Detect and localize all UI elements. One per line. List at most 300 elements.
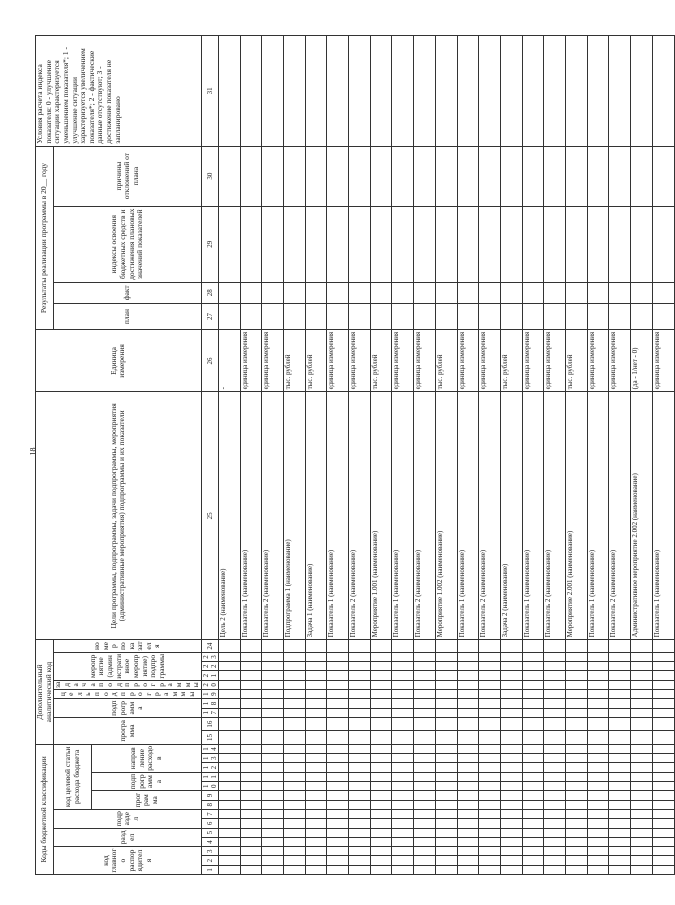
code-cell[interactable] bbox=[218, 847, 240, 856]
row-plan[interactable] bbox=[631, 303, 653, 330]
row-fakt[interactable] bbox=[457, 282, 479, 303]
code-cell[interactable] bbox=[565, 791, 587, 800]
code-cell[interactable] bbox=[587, 819, 609, 828]
code-cell[interactable] bbox=[218, 865, 240, 874]
code-cell[interactable] bbox=[565, 699, 587, 708]
code-cell[interactable] bbox=[457, 847, 479, 856]
code-cell[interactable] bbox=[500, 782, 522, 791]
code-cell[interactable] bbox=[457, 782, 479, 791]
code-cell[interactable] bbox=[349, 717, 371, 730]
code-cell[interactable] bbox=[435, 699, 457, 708]
code-cell[interactable] bbox=[370, 772, 392, 781]
code-cell[interactable] bbox=[349, 699, 371, 708]
code-cell[interactable] bbox=[284, 662, 306, 671]
code-cell[interactable] bbox=[500, 690, 522, 699]
code-cell[interactable] bbox=[218, 671, 240, 680]
row-conditions[interactable] bbox=[284, 36, 306, 147]
code-cell[interactable] bbox=[544, 791, 566, 800]
code-cell[interactable] bbox=[631, 731, 653, 744]
code-cell[interactable] bbox=[218, 717, 240, 730]
code-cell[interactable] bbox=[587, 828, 609, 837]
code-cell[interactable] bbox=[500, 837, 522, 846]
code-cell[interactable] bbox=[457, 731, 479, 744]
code-cell[interactable] bbox=[262, 819, 284, 828]
code-cell[interactable] bbox=[218, 791, 240, 800]
code-cell[interactable] bbox=[370, 731, 392, 744]
code-cell[interactable] bbox=[609, 662, 631, 671]
code-cell[interactable] bbox=[284, 690, 306, 699]
code-cell[interactable] bbox=[544, 662, 566, 671]
code-cell[interactable] bbox=[392, 708, 414, 717]
code-cell[interactable] bbox=[218, 772, 240, 781]
row-prichiny[interactable] bbox=[631, 146, 653, 206]
code-cell[interactable] bbox=[305, 699, 327, 708]
code-cell[interactable] bbox=[327, 837, 349, 846]
code-cell[interactable] bbox=[587, 800, 609, 809]
code-cell[interactable] bbox=[218, 754, 240, 763]
code-cell[interactable] bbox=[544, 640, 566, 653]
code-cell[interactable] bbox=[652, 819, 674, 828]
code-cell[interactable] bbox=[609, 754, 631, 763]
code-cell[interactable] bbox=[218, 744, 240, 753]
code-cell[interactable] bbox=[587, 662, 609, 671]
code-cell[interactable] bbox=[435, 800, 457, 809]
code-cell[interactable] bbox=[500, 819, 522, 828]
row-indeks[interactable] bbox=[544, 206, 566, 282]
row-indeks[interactable] bbox=[240, 206, 262, 282]
code-cell[interactable] bbox=[457, 837, 479, 846]
row-prichiny[interactable] bbox=[457, 146, 479, 206]
code-cell[interactable] bbox=[284, 671, 306, 680]
code-cell[interactable] bbox=[435, 652, 457, 661]
row-fakt[interactable] bbox=[544, 282, 566, 303]
code-cell[interactable] bbox=[522, 809, 544, 818]
row-plan[interactable] bbox=[349, 303, 371, 330]
code-cell[interactable] bbox=[435, 847, 457, 856]
code-cell[interactable] bbox=[631, 763, 653, 772]
code-cell[interactable] bbox=[435, 754, 457, 763]
code-cell[interactable] bbox=[631, 837, 653, 846]
row-prichiny[interactable] bbox=[305, 146, 327, 206]
code-cell[interactable] bbox=[500, 652, 522, 661]
code-cell[interactable] bbox=[240, 809, 262, 818]
code-cell[interactable] bbox=[522, 837, 544, 846]
row-fakt[interactable] bbox=[609, 282, 631, 303]
row-fakt[interactable] bbox=[327, 282, 349, 303]
code-cell[interactable] bbox=[392, 699, 414, 708]
code-cell[interactable] bbox=[652, 772, 674, 781]
code-cell[interactable] bbox=[370, 856, 392, 865]
code-cell[interactable] bbox=[284, 809, 306, 818]
code-cell[interactable] bbox=[479, 731, 501, 744]
code-cell[interactable] bbox=[500, 640, 522, 653]
code-cell[interactable] bbox=[587, 837, 609, 846]
code-cell[interactable] bbox=[435, 828, 457, 837]
code-cell[interactable] bbox=[652, 856, 674, 865]
code-cell[interactable] bbox=[609, 731, 631, 744]
row-prichiny[interactable] bbox=[435, 146, 457, 206]
code-cell[interactable] bbox=[284, 772, 306, 781]
code-cell[interactable] bbox=[522, 800, 544, 809]
row-plan[interactable] bbox=[500, 303, 522, 330]
code-cell[interactable] bbox=[284, 782, 306, 791]
code-cell[interactable] bbox=[479, 708, 501, 717]
code-cell[interactable] bbox=[392, 782, 414, 791]
code-cell[interactable] bbox=[609, 847, 631, 856]
row-indeks[interactable] bbox=[500, 206, 522, 282]
code-cell[interactable] bbox=[544, 652, 566, 661]
code-cell[interactable] bbox=[522, 856, 544, 865]
code-cell[interactable] bbox=[327, 791, 349, 800]
code-cell[interactable] bbox=[544, 800, 566, 809]
code-cell[interactable] bbox=[262, 856, 284, 865]
code-cell[interactable] bbox=[370, 680, 392, 689]
row-indeks[interactable] bbox=[631, 206, 653, 282]
code-cell[interactable] bbox=[500, 772, 522, 781]
row-indeks[interactable] bbox=[522, 206, 544, 282]
row-indeks[interactable] bbox=[609, 206, 631, 282]
code-cell[interactable] bbox=[392, 754, 414, 763]
code-cell[interactable] bbox=[522, 652, 544, 661]
row-plan[interactable] bbox=[327, 303, 349, 330]
code-cell[interactable] bbox=[587, 782, 609, 791]
code-cell[interactable] bbox=[652, 640, 674, 653]
code-cell[interactable] bbox=[565, 652, 587, 661]
code-cell[interactable] bbox=[370, 640, 392, 653]
code-cell[interactable] bbox=[479, 652, 501, 661]
code-cell[interactable] bbox=[327, 782, 349, 791]
code-cell[interactable] bbox=[544, 819, 566, 828]
code-cell[interactable] bbox=[479, 865, 501, 874]
code-cell[interactable] bbox=[500, 708, 522, 717]
code-cell[interactable] bbox=[435, 708, 457, 717]
code-cell[interactable] bbox=[457, 680, 479, 689]
code-cell[interactable] bbox=[349, 865, 371, 874]
code-cell[interactable] bbox=[349, 772, 371, 781]
code-cell[interactable] bbox=[587, 699, 609, 708]
code-cell[interactable] bbox=[370, 744, 392, 753]
row-conditions[interactable] bbox=[262, 36, 284, 147]
code-cell[interactable] bbox=[284, 800, 306, 809]
code-cell[interactable] bbox=[305, 809, 327, 818]
code-cell[interactable] bbox=[370, 717, 392, 730]
code-cell[interactable] bbox=[544, 809, 566, 818]
code-cell[interactable] bbox=[218, 837, 240, 846]
row-prichiny[interactable] bbox=[479, 146, 501, 206]
code-cell[interactable] bbox=[631, 690, 653, 699]
code-cell[interactable] bbox=[631, 809, 653, 818]
code-cell[interactable] bbox=[500, 791, 522, 800]
code-cell[interactable] bbox=[652, 828, 674, 837]
code-cell[interactable] bbox=[544, 782, 566, 791]
code-cell[interactable] bbox=[392, 828, 414, 837]
code-cell[interactable] bbox=[609, 828, 631, 837]
code-cell[interactable] bbox=[500, 671, 522, 680]
code-cell[interactable] bbox=[240, 652, 262, 661]
code-cell[interactable] bbox=[522, 763, 544, 772]
code-cell[interactable] bbox=[392, 717, 414, 730]
row-indeks[interactable] bbox=[305, 206, 327, 282]
code-cell[interactable] bbox=[218, 731, 240, 744]
code-cell[interactable] bbox=[392, 671, 414, 680]
code-cell[interactable] bbox=[631, 754, 653, 763]
code-cell[interactable] bbox=[522, 699, 544, 708]
code-cell[interactable] bbox=[284, 731, 306, 744]
code-cell[interactable] bbox=[240, 782, 262, 791]
code-cell[interactable] bbox=[218, 708, 240, 717]
code-cell[interactable] bbox=[240, 772, 262, 781]
code-cell[interactable] bbox=[609, 744, 631, 753]
code-cell[interactable] bbox=[587, 847, 609, 856]
code-cell[interactable] bbox=[435, 819, 457, 828]
row-fakt[interactable] bbox=[631, 282, 653, 303]
code-cell[interactable] bbox=[349, 731, 371, 744]
code-cell[interactable] bbox=[435, 690, 457, 699]
code-cell[interactable] bbox=[652, 800, 674, 809]
code-cell[interactable] bbox=[544, 856, 566, 865]
code-cell[interactable] bbox=[414, 708, 436, 717]
code-cell[interactable] bbox=[652, 809, 674, 818]
code-cell[interactable] bbox=[240, 837, 262, 846]
code-cell[interactable] bbox=[479, 800, 501, 809]
code-cell[interactable] bbox=[500, 744, 522, 753]
code-cell[interactable] bbox=[284, 708, 306, 717]
code-cell[interactable] bbox=[435, 763, 457, 772]
code-cell[interactable] bbox=[414, 819, 436, 828]
code-cell[interactable] bbox=[457, 865, 479, 874]
code-cell[interactable] bbox=[327, 763, 349, 772]
code-cell[interactable] bbox=[218, 662, 240, 671]
code-cell[interactable] bbox=[479, 690, 501, 699]
code-cell[interactable] bbox=[218, 782, 240, 791]
row-indeks[interactable] bbox=[327, 206, 349, 282]
row-plan[interactable] bbox=[587, 303, 609, 330]
code-cell[interactable] bbox=[479, 671, 501, 680]
code-cell[interactable] bbox=[631, 652, 653, 661]
code-cell[interactable] bbox=[479, 782, 501, 791]
code-cell[interactable] bbox=[284, 819, 306, 828]
code-cell[interactable] bbox=[631, 640, 653, 653]
code-cell[interactable] bbox=[349, 819, 371, 828]
code-cell[interactable] bbox=[435, 772, 457, 781]
row-indeks[interactable] bbox=[435, 206, 457, 282]
row-conditions[interactable] bbox=[587, 36, 609, 147]
code-cell[interactable] bbox=[587, 640, 609, 653]
code-cell[interactable] bbox=[609, 717, 631, 730]
code-cell[interactable] bbox=[479, 640, 501, 653]
code-cell[interactable] bbox=[479, 744, 501, 753]
code-cell[interactable] bbox=[327, 652, 349, 661]
code-cell[interactable] bbox=[609, 865, 631, 874]
code-cell[interactable] bbox=[457, 652, 479, 661]
code-cell[interactable] bbox=[652, 865, 674, 874]
code-cell[interactable] bbox=[349, 782, 371, 791]
code-cell[interactable] bbox=[392, 819, 414, 828]
code-cell[interactable] bbox=[457, 763, 479, 772]
code-cell[interactable] bbox=[631, 828, 653, 837]
code-cell[interactable] bbox=[349, 828, 371, 837]
code-cell[interactable] bbox=[305, 763, 327, 772]
code-cell[interactable] bbox=[392, 837, 414, 846]
code-cell[interactable] bbox=[305, 717, 327, 730]
code-cell[interactable] bbox=[522, 744, 544, 753]
code-cell[interactable] bbox=[218, 640, 240, 653]
code-cell[interactable] bbox=[218, 809, 240, 818]
code-cell[interactable] bbox=[565, 744, 587, 753]
code-cell[interactable] bbox=[587, 690, 609, 699]
row-prichiny[interactable] bbox=[392, 146, 414, 206]
code-cell[interactable] bbox=[414, 754, 436, 763]
code-cell[interactable] bbox=[500, 828, 522, 837]
code-cell[interactable] bbox=[414, 717, 436, 730]
row-prichiny[interactable] bbox=[262, 146, 284, 206]
code-cell[interactable] bbox=[631, 744, 653, 753]
code-cell[interactable] bbox=[522, 782, 544, 791]
row-plan[interactable] bbox=[414, 303, 436, 330]
code-cell[interactable] bbox=[305, 652, 327, 661]
code-cell[interactable] bbox=[565, 856, 587, 865]
code-cell[interactable] bbox=[609, 837, 631, 846]
code-cell[interactable] bbox=[587, 717, 609, 730]
code-cell[interactable] bbox=[262, 731, 284, 744]
code-cell[interactable] bbox=[500, 847, 522, 856]
code-cell[interactable] bbox=[500, 662, 522, 671]
code-cell[interactable] bbox=[609, 708, 631, 717]
code-cell[interactable] bbox=[370, 690, 392, 699]
code-cell[interactable] bbox=[327, 690, 349, 699]
code-cell[interactable] bbox=[500, 856, 522, 865]
code-cell[interactable] bbox=[414, 828, 436, 837]
code-cell[interactable] bbox=[262, 690, 284, 699]
row-fakt[interactable] bbox=[240, 282, 262, 303]
code-cell[interactable] bbox=[284, 856, 306, 865]
code-cell[interactable] bbox=[305, 772, 327, 781]
code-cell[interactable] bbox=[479, 819, 501, 828]
code-cell[interactable] bbox=[305, 819, 327, 828]
code-cell[interactable] bbox=[327, 731, 349, 744]
row-prichiny[interactable] bbox=[500, 146, 522, 206]
code-cell[interactable] bbox=[565, 640, 587, 653]
row-plan[interactable] bbox=[262, 303, 284, 330]
row-fakt[interactable] bbox=[435, 282, 457, 303]
code-cell[interactable] bbox=[392, 791, 414, 800]
code-cell[interactable] bbox=[609, 671, 631, 680]
code-cell[interactable] bbox=[500, 800, 522, 809]
code-cell[interactable] bbox=[262, 809, 284, 818]
code-cell[interactable] bbox=[370, 671, 392, 680]
row-plan[interactable] bbox=[479, 303, 501, 330]
code-cell[interactable] bbox=[349, 856, 371, 865]
code-cell[interactable] bbox=[240, 640, 262, 653]
code-cell[interactable] bbox=[479, 754, 501, 763]
code-cell[interactable] bbox=[392, 731, 414, 744]
row-indeks[interactable] bbox=[370, 206, 392, 282]
code-cell[interactable] bbox=[349, 640, 371, 653]
code-cell[interactable] bbox=[479, 847, 501, 856]
code-cell[interactable] bbox=[457, 744, 479, 753]
code-cell[interactable] bbox=[565, 772, 587, 781]
code-cell[interactable] bbox=[327, 744, 349, 753]
code-cell[interactable] bbox=[370, 828, 392, 837]
code-cell[interactable] bbox=[457, 671, 479, 680]
code-cell[interactable] bbox=[609, 640, 631, 653]
code-cell[interactable] bbox=[349, 754, 371, 763]
code-cell[interactable] bbox=[305, 680, 327, 689]
row-plan[interactable] bbox=[522, 303, 544, 330]
code-cell[interactable] bbox=[284, 680, 306, 689]
row-fakt[interactable] bbox=[479, 282, 501, 303]
code-cell[interactable] bbox=[479, 772, 501, 781]
row-conditions[interactable] bbox=[652, 36, 674, 147]
code-cell[interactable] bbox=[631, 680, 653, 689]
code-cell[interactable] bbox=[565, 782, 587, 791]
code-cell[interactable] bbox=[240, 708, 262, 717]
code-cell[interactable] bbox=[587, 671, 609, 680]
row-plan[interactable] bbox=[565, 303, 587, 330]
code-cell[interactable] bbox=[457, 772, 479, 781]
code-cell[interactable] bbox=[327, 717, 349, 730]
code-cell[interactable] bbox=[349, 809, 371, 818]
code-cell[interactable] bbox=[522, 731, 544, 744]
row-prichiny[interactable] bbox=[652, 146, 674, 206]
code-cell[interactable] bbox=[284, 744, 306, 753]
code-cell[interactable] bbox=[240, 680, 262, 689]
code-cell[interactable] bbox=[652, 662, 674, 671]
code-cell[interactable] bbox=[587, 708, 609, 717]
code-cell[interactable] bbox=[305, 671, 327, 680]
code-cell[interactable] bbox=[587, 791, 609, 800]
row-plan[interactable] bbox=[305, 303, 327, 330]
code-cell[interactable] bbox=[587, 763, 609, 772]
code-cell[interactable] bbox=[435, 731, 457, 744]
code-cell[interactable] bbox=[565, 680, 587, 689]
code-cell[interactable] bbox=[652, 708, 674, 717]
code-cell[interactable] bbox=[544, 708, 566, 717]
code-cell[interactable] bbox=[327, 847, 349, 856]
code-cell[interactable] bbox=[565, 837, 587, 846]
row-conditions[interactable] bbox=[457, 36, 479, 147]
code-cell[interactable] bbox=[370, 699, 392, 708]
code-cell[interactable] bbox=[522, 690, 544, 699]
code-cell[interactable] bbox=[240, 731, 262, 744]
code-cell[interactable] bbox=[565, 662, 587, 671]
code-cell[interactable] bbox=[565, 754, 587, 763]
code-cell[interactable] bbox=[500, 717, 522, 730]
code-cell[interactable] bbox=[349, 662, 371, 671]
code-cell[interactable] bbox=[305, 744, 327, 753]
row-fakt[interactable] bbox=[218, 282, 240, 303]
code-cell[interactable] bbox=[327, 640, 349, 653]
code-cell[interactable] bbox=[544, 837, 566, 846]
code-cell[interactable] bbox=[544, 865, 566, 874]
code-cell[interactable] bbox=[349, 791, 371, 800]
code-cell[interactable] bbox=[284, 754, 306, 763]
code-cell[interactable] bbox=[479, 763, 501, 772]
code-cell[interactable] bbox=[414, 652, 436, 661]
code-cell[interactable] bbox=[414, 690, 436, 699]
code-cell[interactable] bbox=[414, 680, 436, 689]
code-cell[interactable] bbox=[370, 652, 392, 661]
code-cell[interactable] bbox=[435, 782, 457, 791]
code-cell[interactable] bbox=[392, 690, 414, 699]
code-cell[interactable] bbox=[435, 865, 457, 874]
row-conditions[interactable] bbox=[414, 36, 436, 147]
code-cell[interactable] bbox=[609, 680, 631, 689]
row-conditions[interactable] bbox=[565, 36, 587, 147]
code-cell[interactable] bbox=[652, 763, 674, 772]
row-fakt[interactable] bbox=[305, 282, 327, 303]
row-fakt[interactable] bbox=[349, 282, 371, 303]
